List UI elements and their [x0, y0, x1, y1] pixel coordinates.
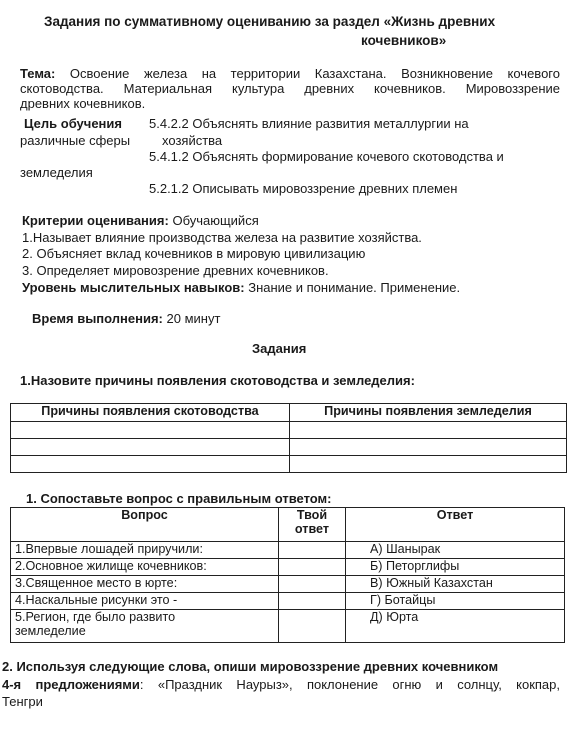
task1-col1-header: Причины появления скотоводства: [11, 404, 290, 422]
skills-value: Знание и понимание. Применение.: [248, 280, 461, 295]
answer-cell[interactable]: [11, 439, 290, 456]
match-answer-cell: А) Шанырак: [346, 542, 565, 559]
skills-line: [22, 280, 460, 295]
answer-cell[interactable]: [11, 422, 290, 439]
time-line: [32, 311, 220, 326]
tasks-heading: Задания: [252, 341, 307, 356]
criteria-item-1: 1.Называет влияние производства железа на развитие хозяйства.: [22, 230, 422, 245]
goal3: 5.2.1.2 Описывать мировоззрение древних племен: [149, 181, 458, 196]
task1-answer-row[interactable]: [11, 439, 567, 456]
match-your-answer-cell[interactable]: [279, 576, 346, 593]
task2-line1: 2. Используя следующие слова, опиши мировоззрение древних кочевником: [2, 659, 499, 674]
match-question-cell: 2.Основное жилище кочевников:: [11, 559, 279, 576]
match-answer-cell: Б) Петорглифы: [346, 559, 565, 576]
topic-line3: древних кочевников.: [20, 96, 146, 111]
criteria-item-2: 2. Объясняет вклад кочевников в мировую цивилизацию: [22, 246, 366, 261]
match-your-answer-cell[interactable]: [279, 593, 346, 610]
match-head-your-line1: Твой: [296, 508, 328, 522]
task2-line2-bold: 4-я предложениями: [2, 677, 140, 692]
answer-cell[interactable]: [290, 456, 567, 473]
answer-cell[interactable]: [290, 439, 567, 456]
match-header-row: [11, 508, 565, 542]
match-row: [11, 593, 565, 610]
match-question-cell: 1.Впервые лошадей приручили:: [11, 542, 279, 559]
match-question-cell: [11, 610, 279, 643]
match-head-your-answer: [279, 508, 346, 542]
match-answer-cell: В) Южный Казахстан: [346, 576, 565, 593]
answer-cell[interactable]: [290, 422, 567, 439]
goal2-line1: 5.4.1.2 Объяснять формирование кочевого скотоводства и: [149, 149, 504, 164]
match-question: 1. Сопоставьте вопрос с правильным ответом:: [26, 491, 332, 506]
match-answer-cell: Д) Юрта: [346, 610, 565, 643]
goals-label-cont: различные сферы: [20, 133, 131, 148]
topic-line2: скотоводства. Материальная культура древних кочевников. Мировоззрение: [20, 81, 560, 96]
match-answer-cell: Г) Ботайцы: [346, 593, 565, 610]
document-title-line2: кочевников»: [361, 33, 447, 48]
goal2-line2: земледелия: [20, 165, 93, 180]
time-label: Время выполнения:: [32, 311, 163, 326]
task2-line2-rest: : «Праздник Наурыз», поклонение огню и солнцу, кокпар,: [139, 677, 560, 692]
criteria-heading: [22, 213, 259, 228]
match-your-answer-cell[interactable]: [279, 610, 346, 643]
criteria-label: Критерии оценивания:: [22, 213, 169, 228]
topic-block: [20, 66, 560, 111]
task2-line2: [2, 677, 560, 692]
match-row: [11, 576, 565, 593]
match-your-answer-cell[interactable]: [279, 542, 346, 559]
match-row: [11, 559, 565, 576]
document-title-line1: Задания по суммативному оцениванию за раздел «Жизнь древних: [44, 14, 496, 29]
match-question-line1: 5.Регион, где было развито: [15, 610, 176, 624]
skills-label: Уровень мыслительных навыков:: [22, 280, 245, 295]
topic-line1: Освоение железа на территории Казахстана. Возникновение кочевого: [69, 66, 560, 81]
match-your-answer-cell[interactable]: [279, 559, 346, 576]
criteria-intro: Обучающийся: [172, 213, 259, 228]
match-question-cell: 4.Наскальные рисунки это -: [11, 593, 279, 610]
match-table: [10, 507, 565, 643]
match-head-your-line2: ответ: [294, 522, 330, 536]
task1-header-row: [11, 404, 567, 422]
answer-cell[interactable]: [11, 456, 290, 473]
task1-answer-row[interactable]: [11, 456, 567, 473]
time-value: 20 минут: [166, 311, 221, 326]
match-head-answer: Ответ: [346, 508, 565, 542]
goal1-line1: 5.4.2.2 Объяснять влияние развития металлургии на: [149, 116, 469, 131]
match-question-cell: 3.Священное место в юрте:: [11, 576, 279, 593]
match-head-question: Вопрос: [11, 508, 279, 542]
task1-col2-header: Причины появления земледелия: [290, 404, 567, 422]
goal1-line2: хозяйства: [162, 133, 223, 148]
criteria-item-3: 3. Определяет мировозрение древних кочевников.: [22, 263, 329, 278]
task2-line3: Тенгри: [2, 694, 43, 709]
match-row: [11, 610, 565, 643]
goals-label: Цель обучения: [24, 116, 122, 131]
match-question-line2: земледелие: [15, 624, 86, 638]
task1-answer-row[interactable]: [11, 422, 567, 439]
topic-label: Тема:: [20, 66, 56, 81]
task1-question: 1.Назовите причины появления скотоводства и земледелия:: [20, 373, 415, 388]
match-row: [11, 542, 565, 559]
task1-table: [10, 403, 567, 473]
